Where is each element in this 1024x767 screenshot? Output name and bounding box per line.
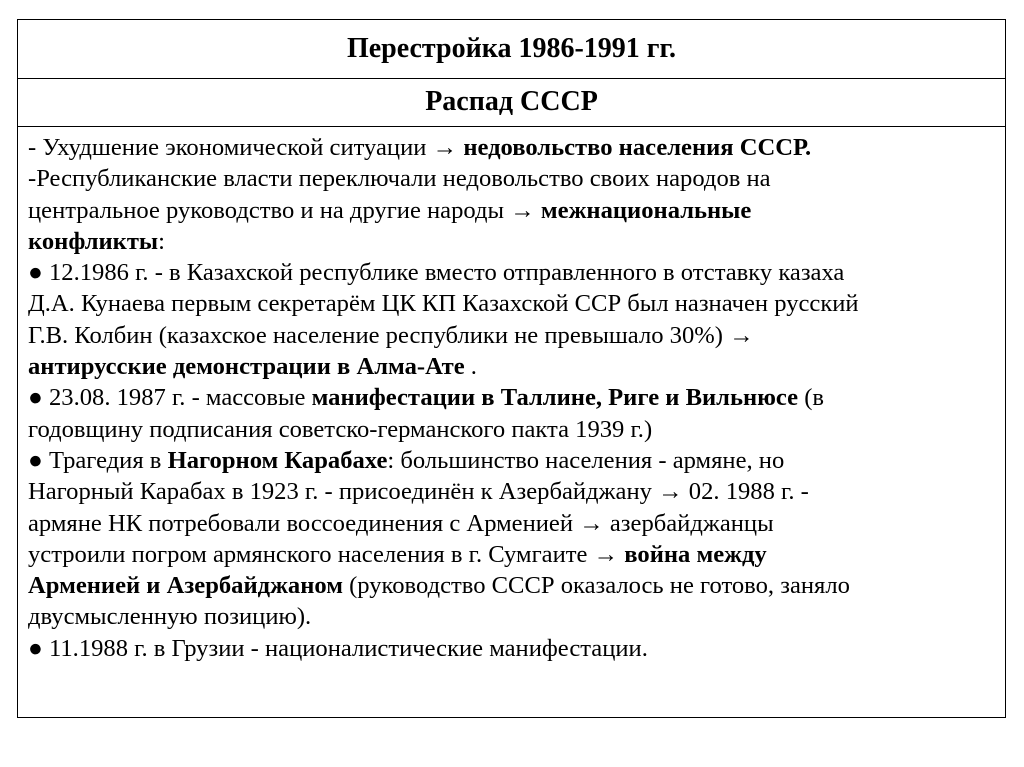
text-run: - Ухудшение экономической ситуации → xyxy=(28,134,464,161)
text-line xyxy=(28,351,997,382)
content-table xyxy=(17,19,1006,718)
text-line: двусмысленную позицию). xyxy=(28,603,312,631)
text-line xyxy=(28,445,997,476)
text-line xyxy=(28,382,997,413)
text-line: Нагорный Карабах в 1923 г. - присоединён к Азербайджану → 02. 1988 г. - xyxy=(28,478,809,506)
body-text xyxy=(28,132,997,664)
text-line xyxy=(28,132,997,163)
text-line xyxy=(28,570,997,601)
bold-text-run: антирусские демонстрации в Алма-Ате xyxy=(28,353,465,381)
section-title: Распад СССР xyxy=(18,78,1005,127)
bold-text-run: Нагорном Карабахе xyxy=(167,446,388,474)
text-line: армяне НК потребовали воссоединения с Арменией → азербайджанцы xyxy=(28,509,774,537)
text-line xyxy=(28,539,997,570)
bold-text-run: конфликты xyxy=(28,227,159,255)
bold-text-run: манифестации в Таллине, Риге и Вильнюсе xyxy=(311,384,799,412)
text-line: Д.А. Кунаева первым секретарём ЦК КП Казахской ССР был назначен русский xyxy=(28,290,859,318)
text-run: (в xyxy=(798,384,824,412)
text-line: ● 12.1986 г. - в Казахской республике вместо отправленного в отставку казаха xyxy=(28,259,845,287)
bold-text-run: война между xyxy=(624,540,767,568)
text-run: (руководство СССР оказалось не готово, заняло xyxy=(342,572,850,600)
text-line xyxy=(28,195,997,226)
bold-text-run: межнациональные xyxy=(540,196,752,224)
text-line: ● 11.1988 г. в Грузии - националистические манифестации. xyxy=(28,634,648,662)
text-run: центральное руководство и на другие народы → xyxy=(28,196,541,224)
bold-text-run: недовольство населения СССР. xyxy=(463,134,812,161)
text-line: Г.В. Колбин (казахское население республики не превышало 30%) → xyxy=(28,321,754,349)
text-run: . xyxy=(464,353,477,381)
text-run: устроили погром армянского населения в г. Сумгаите → xyxy=(28,540,625,568)
text-run: : большинство населения - армяне, но xyxy=(387,446,785,474)
text-line xyxy=(28,226,997,257)
page-title: Перестройка 1986-1991 гг. xyxy=(18,20,1005,79)
text-run: ● Трагедия в xyxy=(28,446,168,474)
bold-text-run: Арменией и Азербайджаном xyxy=(28,572,343,600)
text-run: : xyxy=(158,227,165,255)
text-line: годовщину подписания советско-германского пакта 1939 г.) xyxy=(28,415,653,443)
text-run: ● 23.08. 1987 г. - массовые xyxy=(28,384,312,412)
text-line: -Республиканские власти переключали недовольство своих народов на xyxy=(28,165,771,193)
